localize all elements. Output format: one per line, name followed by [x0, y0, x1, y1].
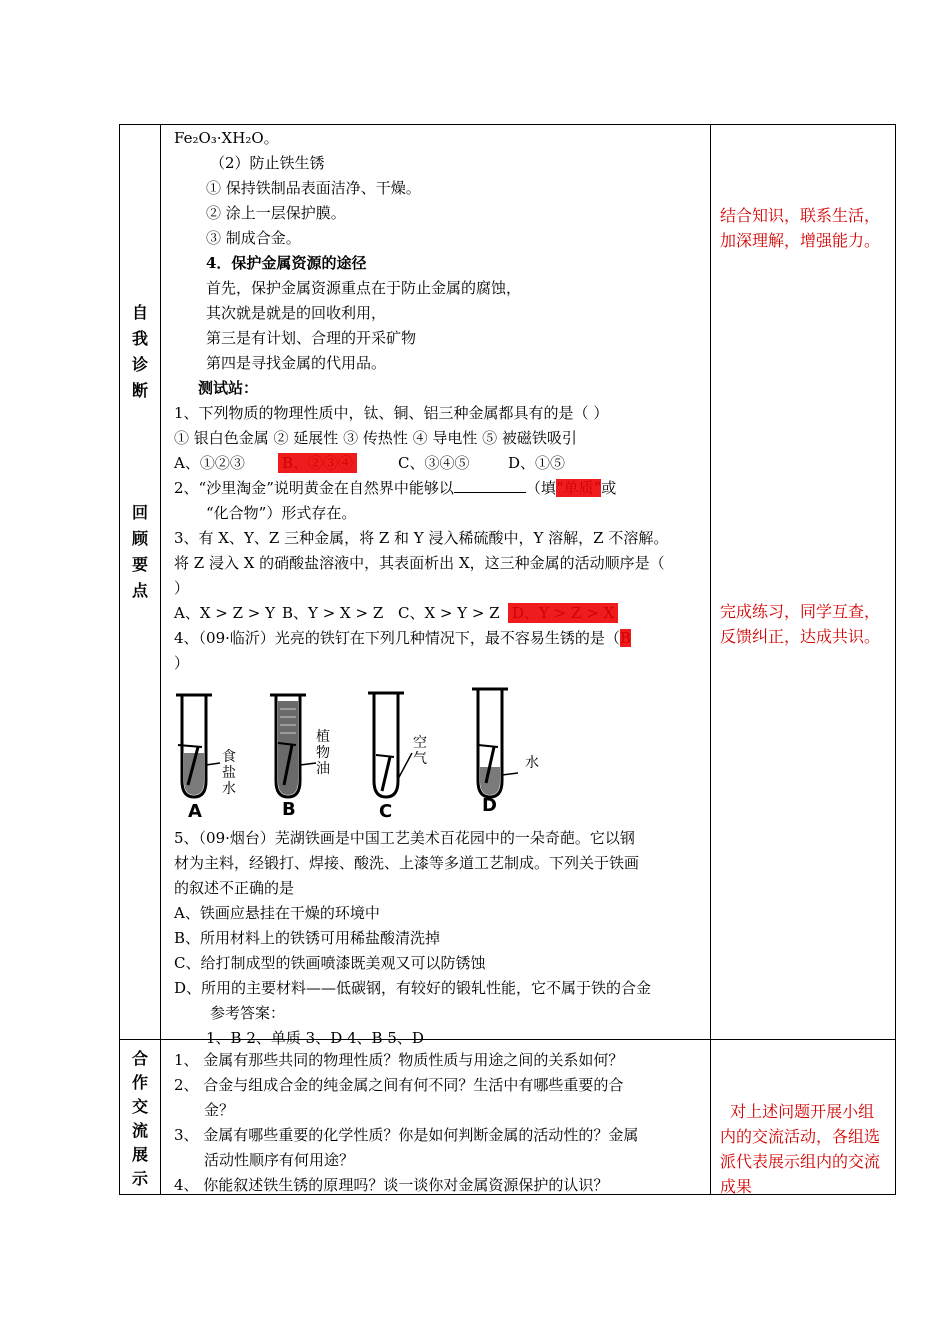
- tube-b-letter: B: [282, 799, 296, 820]
- text-line: 第四是寻找金属的代用品。: [206, 354, 387, 372]
- question-4-cont: ）: [174, 654, 190, 672]
- question-3-choice-a: A、X > Z > Y: [174, 604, 276, 622]
- question-3-choice-d-answer: D、Y > Z > X: [508, 603, 618, 623]
- question-3-cont: ）: [174, 579, 190, 597]
- lesson-table: [119, 124, 896, 1195]
- subheading-prevent-rust: （2）防止铁生锈: [210, 154, 325, 172]
- column-divider-right: [710, 125, 711, 1194]
- text-line: 其次就是就是的回收利用，: [206, 304, 387, 322]
- test-tube-d: [472, 689, 518, 797]
- discussion-item-1: 1、 金属有那些共同的物理性质？物质性质与用途之间的关系如何？: [174, 1051, 624, 1069]
- tube-c-letter: C: [379, 801, 393, 822]
- discussion-item-4: 4、 你能叙述铁生锈的原理吗？谈一谈你对金属资源保护的认识？: [174, 1176, 609, 1194]
- test-tube-a: [176, 695, 220, 797]
- heading-protect-resources: 4．保护金属资源的途径: [206, 254, 367, 272]
- teaching-note-1: 结合知识，联系生活， 加深理解，增强能力。: [720, 206, 881, 250]
- question-4: 4、（09·临沂）光亮的铁钉在下列几种情况下，最不容易生锈的是（B: [174, 629, 631, 647]
- discussion-item-3: 3、 金属有哪些重要的化学性质？你是如何判断金属的活动性的？金属: [174, 1126, 639, 1144]
- reference-answers: 1、B 2、单质 3、D 4、B 5、D: [206, 1029, 424, 1047]
- question-3-cont: 将 Z 浸入 X 的硝酸盐溶液中，其表面析出 X，这三种金属的活动顺序是（: [174, 554, 665, 572]
- text-line: ① 保持铁制品表面洁净、干燥。: [206, 179, 421, 197]
- section-label-self-diagnosis: 自 我 诊 断: [131, 303, 148, 400]
- question-1-choice-a: A、①②③: [174, 454, 245, 472]
- heading-test-station: 测试站：: [198, 379, 259, 397]
- formula-line: Fe₂O₃·XH₂O。: [174, 129, 279, 147]
- question-1: 1、下列物质的物理性质中，钛、铜、铝三种金属都具有的是（ ）: [174, 404, 609, 422]
- question-5-choice-c: C、给打制成型的铁画喷漆既美观又可以防锈蚀: [174, 954, 486, 972]
- reference-answers-label: 参考答案：: [210, 1004, 286, 1022]
- question-1-choice-d: D、①⑤: [508, 454, 566, 472]
- question-1-options: ① 银白色金属 ② 延展性 ③ 传热性 ④ 导电性 ⑤ 被磁铁吸引: [174, 429, 577, 447]
- discussion-item-2: 2、 合金与组成合金的纯金属之间有何不同？生活中有哪些重要的合: [174, 1076, 624, 1094]
- question-5-choice-d: D、所用的主要材料——低碳钢，有较好的锻轧性能，它不属于铁的合金: [174, 979, 652, 997]
- question-5-choice-b: B、所用材料上的铁锈可用稀盐酸清洗掉: [174, 929, 441, 947]
- teaching-note-2: 完成练习，同学互查， 反馈纠正，达成共识。: [720, 602, 881, 646]
- question-2-cont: “化合物”）形式存在。: [206, 504, 357, 522]
- question-1-choice-b-answer: B、②③④: [278, 453, 357, 473]
- question-5-choice-a: A、铁画应悬挂在干燥的环境中: [174, 904, 380, 922]
- tube-a-label: 食 盐 水: [222, 749, 236, 797]
- tube-d-letter: D: [482, 795, 497, 816]
- discussion-item-3-cont: 活动性顺序有何用途？: [204, 1151, 355, 1169]
- question-5: 5、（09·烟台）芜湖铁画是中国工艺美术百花园中的一朵奇葩。它以钢: [174, 829, 635, 847]
- tube-a-letter: A: [188, 801, 202, 822]
- question-5-cont: 材为主料，经锻打、焊接、酸洗、上漆等多道工艺制成。下列关于铁画: [174, 854, 640, 872]
- question-5-cont: 的叙述不正确的是: [174, 879, 295, 897]
- tube-c-label: 空 气: [413, 735, 427, 767]
- question-2: 2、“沙里淘金”说明黄金在自然界中能够以 （填“单质”或: [174, 479, 617, 497]
- question-3-choice-c: C、X > Y > Z: [398, 604, 500, 622]
- discussion-item-2-cont: 金？: [204, 1101, 235, 1119]
- question-1-choice-c: C、③④⑤: [398, 454, 470, 472]
- tube-b-label: 植 物 油: [316, 729, 330, 777]
- test-tube-c: [368, 693, 412, 797]
- tube-d-label: 水: [525, 755, 539, 771]
- answer-highlight: B: [619, 629, 631, 647]
- text-line: 首先，保护金属资源重点在于防止金属的腐蚀，: [206, 279, 522, 297]
- text-line: 第三是有计划、合理的开采矿物: [206, 329, 417, 347]
- test-tube-b: [270, 695, 316, 797]
- text-line: ③ 制成合金。: [206, 229, 301, 247]
- question-3-choice-b: B、Y > X > Z: [282, 604, 384, 622]
- section-label-review-points: 回 顾 要 点: [131, 503, 148, 600]
- section-label-cooperation: 合 作 交 流 展 示: [131, 1049, 148, 1188]
- text-line: ② 涂上一层保护膜。: [206, 204, 346, 222]
- question-3: 3、有 X、Y、Z 三种金属，将 Z 和 Y 浸入稀硫酸中，Y 溶解，Z 不溶解。: [174, 529, 669, 547]
- column-divider-left: [160, 125, 161, 1194]
- teaching-note-3: 对上述问题开展小组 内的交流活动，各组选 派代表展示组内的交流 成果: [720, 1102, 881, 1196]
- answer-highlight: “单质”: [555, 479, 602, 497]
- fill-blank: [454, 478, 526, 493]
